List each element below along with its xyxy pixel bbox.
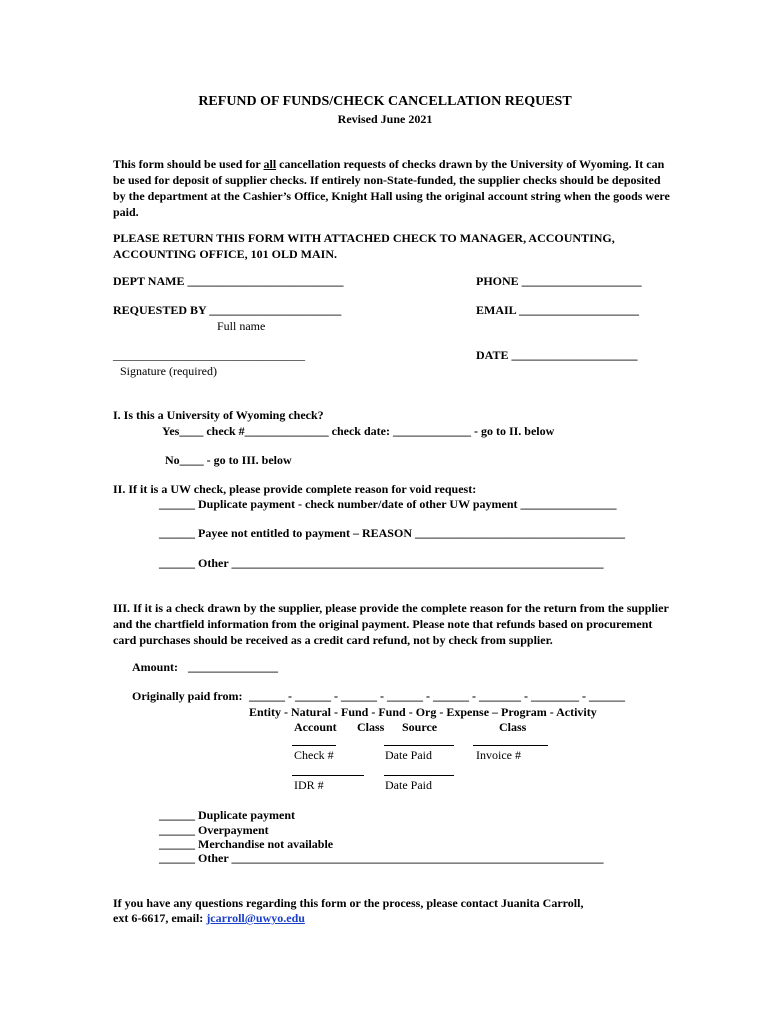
chartfield-string-field[interactable]: ______ - ______ - ______ - ______ - ______ - _______ - ________ - ______ xyxy=(249,689,625,703)
contact-line-2: ext 6-6617, email: jcarroll@uwyo.edu xyxy=(113,911,305,925)
invoice-number-line[interactable] xyxy=(473,745,548,746)
section-3-text: III. If it is a check drawn by the supplier, please provide the complete reason for the return from the supplier and the chartfield information from the original payment. Please note that refunds based on procurement card purchases should be received as a credit card refund, not by check from supplier. xyxy=(113,601,669,647)
check-number-line[interactable] xyxy=(292,745,336,746)
section-1-no-line[interactable]: No____ - go to III. below xyxy=(165,453,292,467)
originally-paid-label: Originally paid from: xyxy=(132,689,243,703)
void-reason-not-entitled[interactable]: ______ Payee not entitled to payment – REASON ___________________________________ xyxy=(159,526,625,540)
requested-by-field[interactable]: REQUESTED BY ______________________ xyxy=(113,303,342,317)
revision-date: Revised June 2021 xyxy=(337,112,433,126)
date-paid-line-1[interactable] xyxy=(384,745,454,746)
form-title: REFUND OF FUNDS/CHECK CANCELLATION REQUEST xyxy=(198,94,572,109)
section-2-heading: II. If it is a UW check, please provide complete reason for void request: xyxy=(113,482,477,496)
return-reason-merchandise[interactable]: ______ Merchandise not available xyxy=(159,837,334,851)
chartfield-label-source: Source xyxy=(402,720,438,734)
void-reason-duplicate[interactable]: ______ Duplicate payment - check number/date of other UW payment ________________ xyxy=(159,497,617,511)
date-paid-label-1: Date Paid xyxy=(385,748,432,762)
phone-field[interactable]: PHONE ____________________ xyxy=(476,274,642,288)
signature-field[interactable]: ________________________________ xyxy=(113,348,305,362)
date-field[interactable]: DATE _____________________ xyxy=(476,348,638,362)
intro-paragraph: This form should be used for all cancellation requests of checks drawn by the University of Wyoming. It can be used for deposit of supplier checks. If entirely non-State-funded, the supplier checks should be deposited by the department at the Cashier’s Office, Knight Hall using the original account string when the goods were paid. xyxy=(113,157,670,219)
date-paid-line-2[interactable] xyxy=(384,775,454,776)
invoice-number-label: Invoice # xyxy=(476,748,521,762)
check-number-label: Check # xyxy=(294,748,334,762)
contact-line-1: If you have any questions regarding this form or the process, please contact Juanita Carroll, xyxy=(113,896,584,910)
date-paid-label-2: Date Paid xyxy=(385,778,432,792)
chartfield-label-class-2: Class xyxy=(499,720,527,734)
signature-label: Signature (required) xyxy=(120,364,217,378)
email-field[interactable]: EMAIL ____________________ xyxy=(476,303,640,317)
idr-number-label: IDR # xyxy=(294,778,324,792)
full-name-label: Full name xyxy=(217,319,266,333)
chartfield-labels: Entity - Natural - Fund - Fund - Org - Expense – Program - Activity xyxy=(249,705,597,719)
amount-field[interactable]: _______________ xyxy=(188,660,278,674)
section-1-yes-line[interactable]: Yes____ check #______________ check date: _____________ - go to II. below xyxy=(162,424,555,438)
idr-number-line[interactable] xyxy=(292,775,364,776)
return-instructions: PLEASE RETURN THIS FORM WITH ATTACHED CHECK TO MANAGER, ACCOUNTING, ACCOUNTING OFFICE, 101 OLD MAIN. xyxy=(113,231,615,261)
contact-email-link[interactable]: jcarroll@uwyo.edu xyxy=(206,911,305,925)
dept-name-field[interactable]: DEPT NAME __________________________ xyxy=(113,274,344,288)
return-reason-duplicate[interactable]: ______ Duplicate payment xyxy=(159,808,295,822)
return-reason-other[interactable]: ______ Other ______________________________________________________________ xyxy=(159,851,604,865)
intro-underlined-word: all xyxy=(263,157,277,171)
amount-label: Amount: xyxy=(132,660,179,674)
return-reason-overpayment[interactable]: ______ Overpayment xyxy=(159,823,269,837)
chartfield-label-account: Account xyxy=(294,720,337,734)
void-reason-other[interactable]: ______ Other ______________________________________________________________ xyxy=(159,556,604,570)
chartfield-label-class: Class xyxy=(357,720,385,734)
section-1-heading: I. Is this a University of Wyoming check? xyxy=(113,408,324,422)
